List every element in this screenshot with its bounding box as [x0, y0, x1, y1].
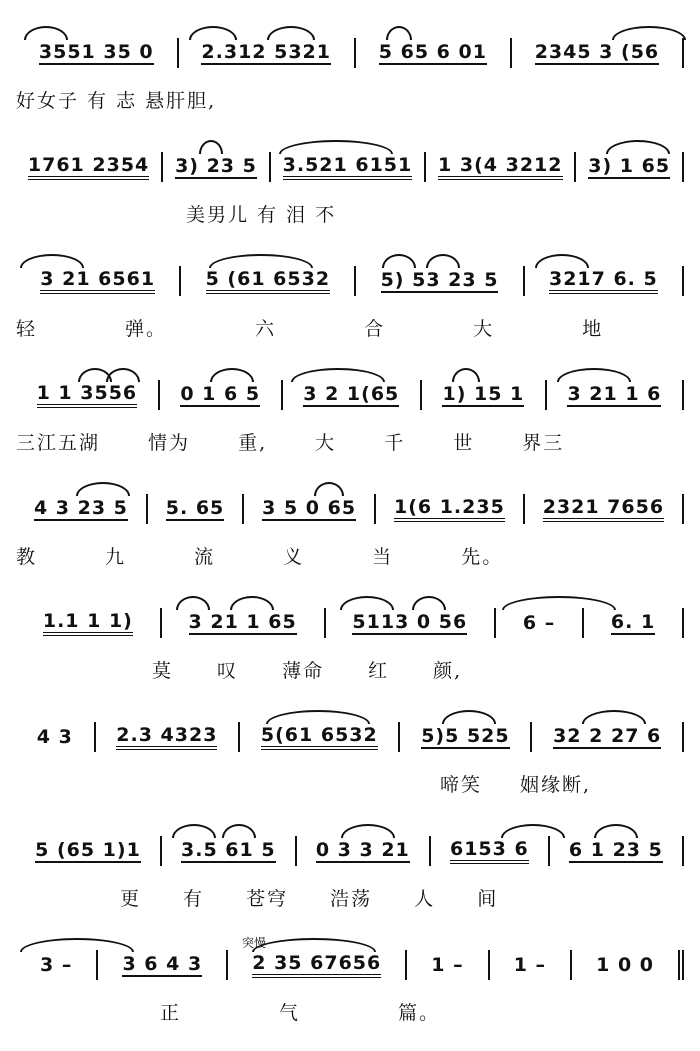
- lyrics-row: [16, 428, 684, 452]
- lyric-text: 三江五湖 情为 重, 大 千 世 界三: [16, 432, 565, 454]
- measure: [16, 380, 158, 410]
- score-line-8: [0, 798, 700, 908]
- measure: [16, 38, 177, 68]
- note-group: 32 2 27 6: [553, 725, 662, 747]
- notation-row: [16, 380, 684, 410]
- note-group: 1 –: [431, 954, 464, 976]
- note-group: 1 3(4 3212: [438, 154, 562, 180]
- measure: [530, 722, 684, 752]
- measure: [523, 494, 684, 524]
- note-group: 3) 1 65: [588, 155, 671, 177]
- measure: [405, 950, 487, 980]
- measure: [324, 608, 494, 638]
- measure: [242, 494, 374, 524]
- note-group: 3 6 4 3: [122, 953, 203, 975]
- measure: [582, 608, 684, 638]
- note-group: 5. 65: [165, 497, 225, 519]
- note-group: 2321 7656: [543, 496, 664, 522]
- note-group: 1761 2354: [28, 154, 149, 180]
- lyrics-row: [16, 200, 684, 224]
- measure: [96, 950, 226, 980]
- note-group: 2.3 4323: [116, 724, 217, 750]
- measure: [94, 722, 239, 752]
- measure: [158, 380, 281, 410]
- note-group: 2 35 67656: [252, 952, 381, 978]
- score-line-4: [0, 342, 700, 452]
- notation-row: [16, 266, 684, 296]
- note-group: 0 1 6 5: [180, 383, 261, 405]
- note-group: 1 1 3556: [37, 382, 138, 408]
- tempo-mark: 突慢: [242, 936, 267, 950]
- lyric-text: 教 九 流 义 当 先。: [16, 546, 504, 568]
- note-group: 0 3 3 21: [315, 839, 410, 861]
- note-group: 3 –: [40, 954, 73, 976]
- note-group: 6153 6: [450, 838, 529, 864]
- note-group: 1) 15 1: [442, 383, 525, 405]
- lyric-text: 轻 弹。 六 合 大 地: [16, 318, 604, 340]
- notation-row: [16, 608, 684, 638]
- measure: [570, 950, 684, 980]
- measure: [238, 722, 398, 752]
- note-group: 5 (61 6532: [206, 268, 330, 294]
- lyrics-row: [16, 542, 684, 566]
- score-line-6: [0, 570, 700, 680]
- note-group: 3.521 6151: [283, 154, 413, 180]
- measure: [269, 152, 424, 182]
- measure: [545, 380, 684, 410]
- measure: [16, 950, 96, 980]
- note-group: 3551 35 0: [38, 41, 154, 63]
- note-group: 1.1 1 1): [43, 610, 133, 636]
- measure: [548, 836, 684, 866]
- note-group: 6. 1: [610, 611, 656, 633]
- note-group: 3) 23 5: [175, 155, 257, 177]
- lyrics-row: [16, 770, 684, 794]
- note-group: 6 –: [522, 612, 556, 634]
- notation-row: [16, 38, 684, 68]
- score-line-3: [0, 228, 700, 338]
- note-group: 4 3 23 5: [33, 497, 128, 519]
- measure: [16, 494, 146, 524]
- measure: [354, 38, 510, 68]
- measure: [420, 380, 545, 410]
- lyrics-row: [16, 314, 684, 338]
- measure: [161, 152, 269, 182]
- note-group: 2345 3 (56: [534, 41, 660, 63]
- measure: [16, 608, 160, 638]
- score-line-2: [0, 114, 700, 224]
- measure: [226, 950, 405, 980]
- lyric-text: 更 有 苍穹 浩荡 人 间: [120, 888, 499, 910]
- measure: [16, 836, 160, 866]
- score-line-5: [0, 456, 700, 566]
- lyrics-row: [16, 656, 684, 680]
- lyric-text: 好女子 有 志 悬肝胆,: [16, 90, 217, 112]
- note-group: 3 5 0 65: [262, 497, 357, 519]
- note-group: 5(61 6532: [261, 724, 378, 750]
- measure: [177, 38, 354, 68]
- measure: [424, 152, 574, 182]
- note-group: 3 2 1(65: [303, 383, 400, 405]
- note-group: 4 3: [36, 726, 73, 748]
- notation-row: [16, 836, 684, 866]
- note-group: 3217 6. 5: [549, 268, 658, 294]
- measure: [281, 380, 420, 410]
- measure: [146, 494, 242, 524]
- measure: [354, 266, 522, 296]
- measure: [16, 266, 179, 296]
- note-group: 1 –: [513, 954, 547, 976]
- measure: [398, 722, 530, 752]
- note-group: 3 21 1 6: [567, 383, 662, 405]
- note-group: 3.5 61 5: [181, 839, 276, 861]
- lyrics-row: [16, 998, 684, 1022]
- notation-row: [16, 494, 684, 524]
- notation-row: [16, 722, 684, 752]
- notation-row: [16, 950, 684, 980]
- lyric-text: 美男儿 有 泪 不: [186, 204, 337, 226]
- note-group: 2.312 5321: [201, 41, 332, 63]
- note-group: 1(6 1.235: [394, 496, 505, 522]
- measure: [374, 494, 523, 524]
- measure: [295, 836, 429, 866]
- note-group: 5) 53 23 5: [380, 269, 499, 291]
- note-group: 6 1 23 5: [568, 839, 663, 861]
- score-line-7: [0, 684, 700, 794]
- measure: [16, 722, 94, 752]
- note-group: 1 0 0: [596, 954, 654, 976]
- measure: [16, 152, 161, 182]
- note-group: 5113 0 56: [352, 611, 468, 633]
- measure: [160, 608, 324, 638]
- measure: [574, 152, 684, 182]
- measure: [160, 836, 295, 866]
- measure: [510, 38, 684, 68]
- lyric-text: 正 气 篇。: [160, 1002, 441, 1024]
- note-group: 5 (65 1)1: [35, 839, 141, 861]
- note-group: 5 65 6 01: [378, 41, 487, 63]
- measure: [488, 950, 570, 980]
- notation-row: [16, 152, 684, 182]
- note-group: 5)5 525: [421, 725, 510, 747]
- measure: [429, 836, 548, 866]
- score-line-1: [0, 0, 700, 110]
- measure: [523, 266, 684, 296]
- lyric-text: 莫 叹 薄命 红 颜,: [152, 660, 463, 682]
- measure: [179, 266, 354, 296]
- lyrics-row: [16, 884, 684, 908]
- lyrics-row: [16, 86, 684, 110]
- note-group: 3 21 6561: [40, 268, 155, 294]
- score-line-9: [0, 912, 700, 1022]
- lyric-text: 啼笑 姻缘断,: [440, 774, 592, 796]
- note-group: 3 21 1 65: [188, 611, 297, 633]
- measure: [494, 608, 582, 638]
